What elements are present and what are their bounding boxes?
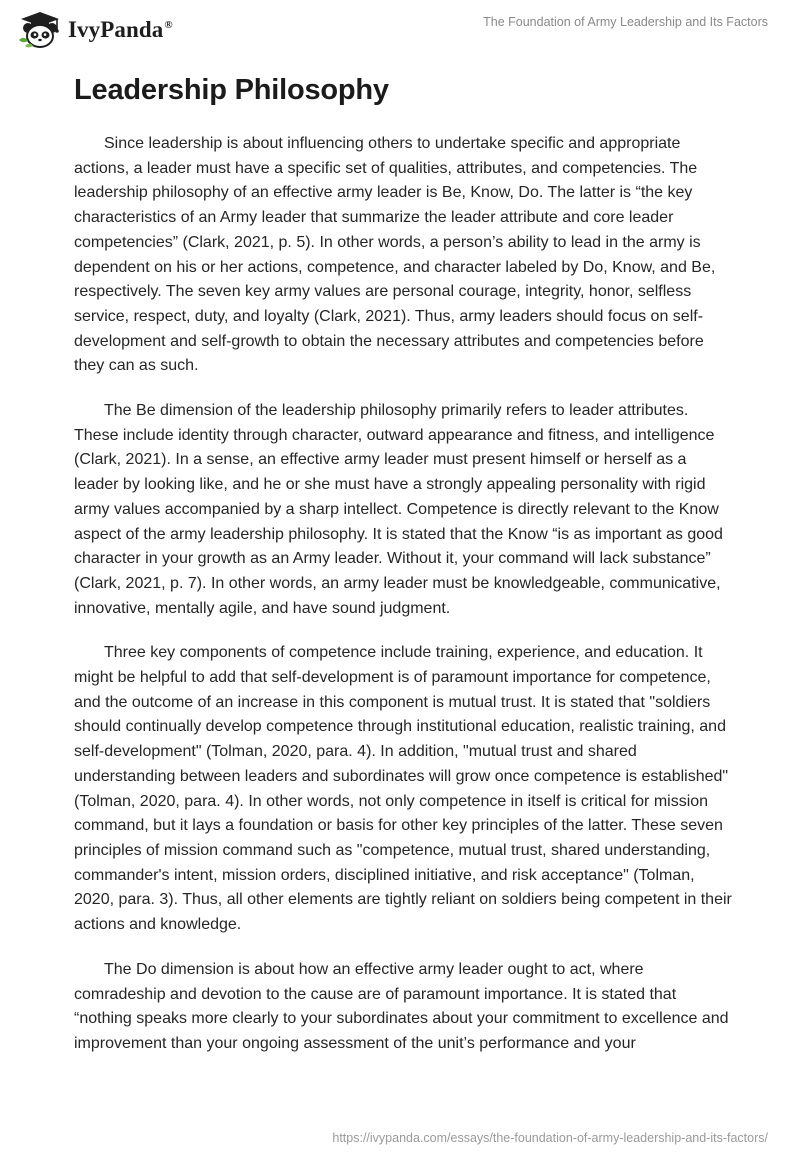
source-url[interactable]: https://ivypanda.com/essays/the-foundation-of-army-leadership-and-its-factors/ bbox=[332, 1131, 768, 1145]
brand-logo[interactable] bbox=[16, 10, 173, 50]
registered-mark: ® bbox=[164, 19, 173, 32]
panda-graduate-icon bbox=[16, 10, 64, 50]
page-title: Leadership Philosophy bbox=[74, 74, 389, 106]
article-body bbox=[74, 132, 734, 1077]
paragraph: The Be dimension of the leadership philosophy primarily refers to leader attributes. These include identity through character, outward appearance and fitness, and intelligence (Clark, 2021). In a sense, an effective army leader must present himself or herself as a leader by looking like, and he or she must have a strongly appealing personality with rigid army values accompanied by a sharp intellect. Competence is directly relevant to the Know aspect of the army leadership philosophy. It is stated that the Know “is as important as good character in your growth as an Army leader. Without it, your command will lack substance” (Clark, 2021, p. 7). In other words, an army leader must be knowledgeable, communicative, innovative, mentally agile, and have sound judgment. bbox=[74, 402, 723, 617]
paragraph: Three key components of competence include training, experience, and education. It might be helpful to add that self-development is of paramount importance for competence, and the outcome of an increase in this component is mutual trust. It is stated that "soldiers should continually develop competence through institutional education, realistic training, and self-development" (Tolman, 2020, para. 4). In addition, "mutual trust and shared understanding between leaders and subordinates will grow once competence is established" (Tolman, 2020, para. 4). In other words, not only competence in itself is critical for mission command, but it lays a foundation or basis for other key principles of the latter. These seven principles of mission command such as "competence, mutual trust, shared understanding, commander's intent, mission orders, disciplined initiative, and risk acceptance" (Tolman, 2020, para. 3). Thus, all other elements are tightly reliant on soldiers being competent in their actions and knowledge. bbox=[74, 644, 732, 934]
document-title: The Foundation of Army Leadership and Its Factors bbox=[483, 15, 768, 29]
page-header bbox=[0, 0, 800, 70]
paragraph: Since leadership is about influencing others to undertake specific and appropriate actions, a leader must have a specific set of qualities, attributes, and competencies. The leadership philosophy of an effective army leader is Be, Know, Do. The latter is “the key characteristics of an Army leader that summarize the leader attribute and core leader competencies” (Clark, 2021, p. 5). In other words, a person’s ability to lead in the army is dependent on his or her actions, competence, and character labeled by Do, Know, and Be, respectively. The seven key army values are personal courage, integrity, honor, selfless service, respect, duty, and loyalty (Clark, 2021). Thus, army leaders should focus on self-development and self-growth to obtain the necessary attributes and competencies before they can as such. bbox=[74, 135, 716, 375]
brand-name: IvyPanda® bbox=[68, 17, 173, 42]
paragraph: The Do dimension is about how an effective army leader ought to act, where comradeship and devotion to the cause are of paramount importance. It is stated that “nothing speaks more clearly to your subordinates about your commitment to excellence and improvement than your ongoing assessment of the unit’s performance and your bbox=[74, 960, 729, 1052]
